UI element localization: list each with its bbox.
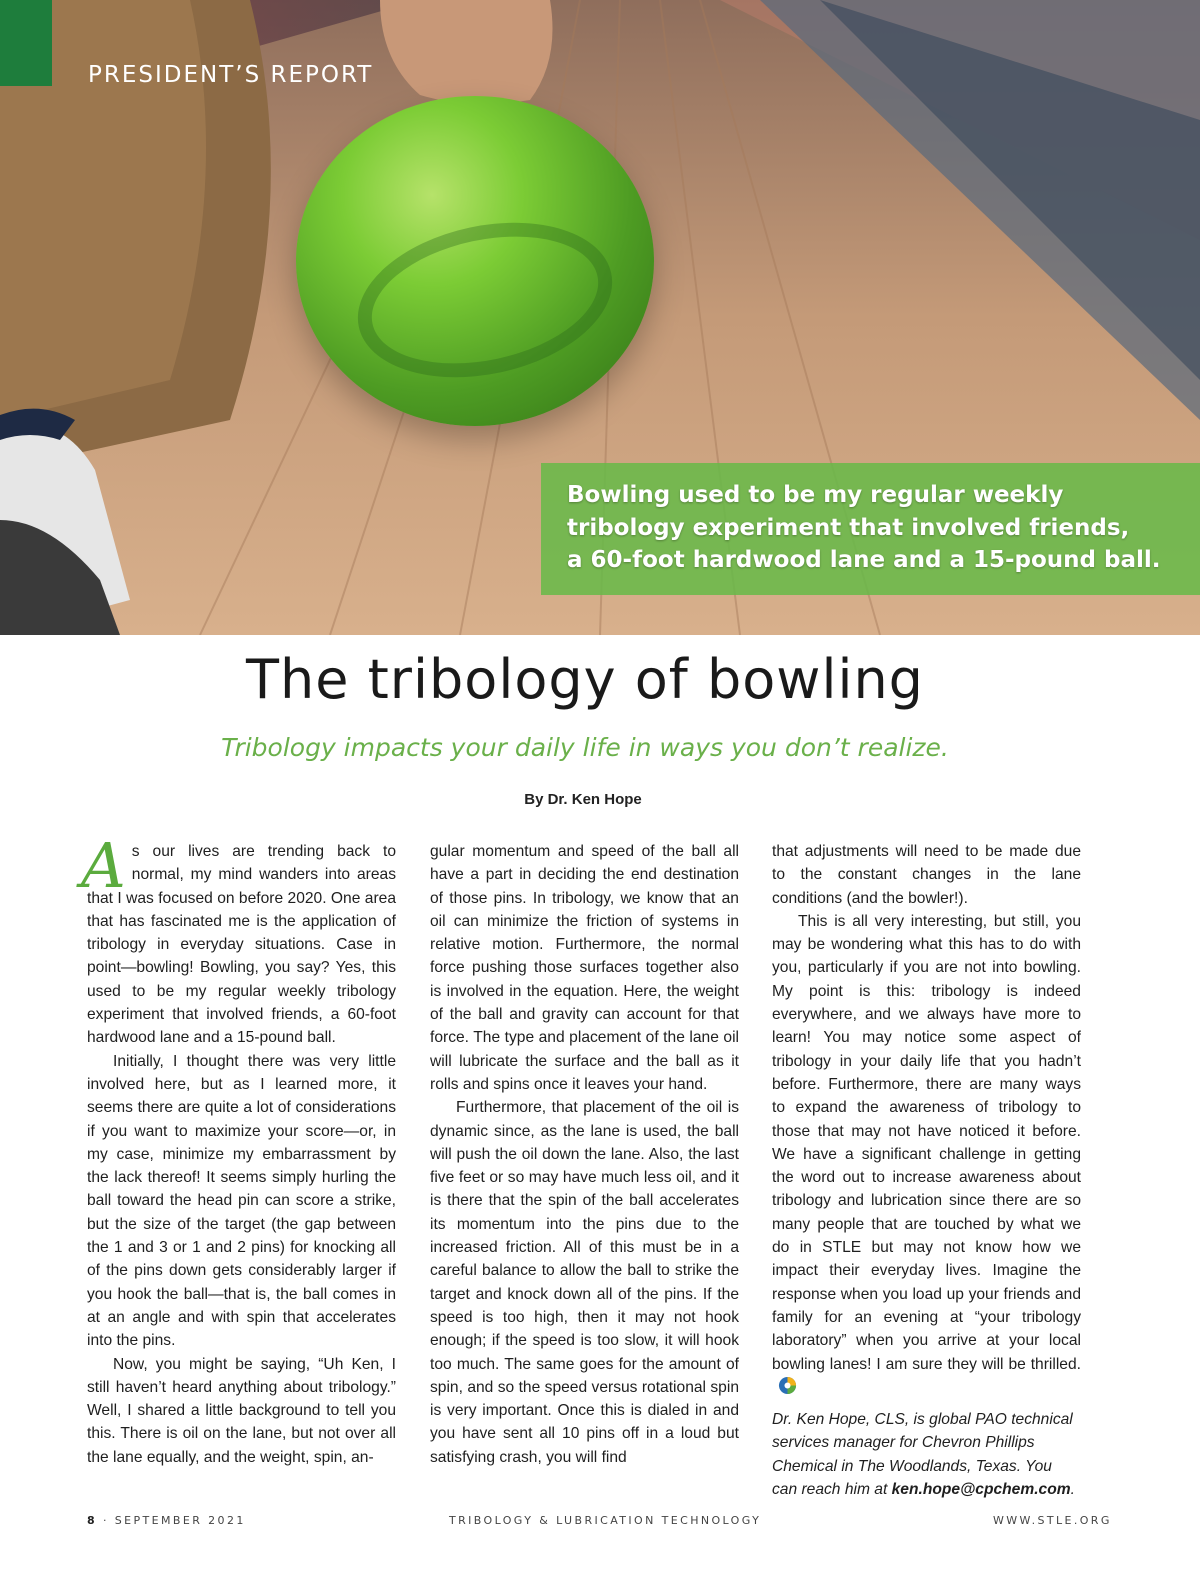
article-column-1 <box>81 829 396 1469</box>
paragraph: Now, you might be saying, “Uh Ken, I still haven’t heard anything about tribology.” Well, I shared a little background to tell you this. There is oil on the lane, but not over all the lane equally, and the weight, spin, an- <box>87 1355 396 1466</box>
paragraph: Initially, I thought there was very little involved here, but as I learned more, it seems there are quite a lot of considerations if you want to maximize your score—or, in my case, minimize my embarrassment by the lack thereof! It seems simply hurling the ball toward the head pin can score a strike, but the size of the target (the gap between the 1 and 3 or 1 and 2 pins) for knocking all of the pins down gets considerably larger if you hook the ball—that is, the ball comes in at an angle and with spin that accelerates into the pins. <box>87 1052 396 1350</box>
paragraph-text: s our lives are trending back to normal, my mind wanders into areas that I was focused on before 2020. One area that has fascinated me is the application of tribology in everyday situations. Case in point—bowling! Bowling, you say? Yes, this used to be my regular weekly tribology experiment that involved friends, a 60-foot hardwood lane and a 15-pound ball. <box>87 843 396 1047</box>
author-bio <box>772 1408 1081 1501</box>
paragraph <box>772 910 1081 1399</box>
paragraph <box>81 829 396 1050</box>
drop-cap: A <box>81 829 126 902</box>
article-title: The tribology of bowling <box>246 648 924 711</box>
author-bio-text: Dr. Ken Hope, CLS, is global PAO technical services manager for Chevron Phillips Chemical in The Woodlands, Texas. You can reach him at <box>772 1411 1073 1499</box>
byline: By Dr. Ken Hope <box>524 791 642 808</box>
issue-date: SEPTEMBER 2021 <box>114 1514 246 1527</box>
page-number: 8 <box>87 1514 98 1527</box>
bowling-ball <box>296 96 654 426</box>
article-column-3 <box>772 840 1081 1501</box>
article-column-2 <box>430 840 739 1469</box>
stle-logo-icon <box>778 1376 797 1395</box>
paragraph: that adjustments will need to be made due to the constant changes in the lane conditions (and the bowler!). <box>772 843 1081 907</box>
footer-left <box>87 1514 246 1527</box>
pull-quote-box <box>541 463 1200 595</box>
hero-photo <box>0 0 1200 635</box>
author-bio-end: . <box>1070 1481 1075 1499</box>
paragraph: gular momentum and speed of the ball all have a part in deciding the end destination of those pins. In tribology, we know that an oil can minimize the friction of systems in relative motion. Furthermore, the normal force pushing those surfaces together also is involved in the equation. Here, the weight of the ball and gravity can account for that force. The type and placement of the lane oil will lubricate the surface and the ball as it rolls and spins once it leaves your hand. <box>430 843 739 1093</box>
ball-swirl-pattern <box>343 201 626 399</box>
footer-separator: · <box>102 1514 109 1527</box>
author-email-link[interactable]: ken.hope@cpchem.com <box>891 1481 1071 1499</box>
paragraph: Furthermore, that placement of the oil is dynamic since, as the lane is used, the ball will push the oil down the lane. Also, the last five feet or so may have much less oil, and it is there that the spin of the ball accelerates its momentum into the pins due to the increased friction. All of this must be in a careful balance to allow the ball to strike the target and knock down all of the pins. If the speed is too high, then it may not hook enough; if the speed is too slow, it will hook too much. The same goes for the amount of spin, and so the speed versus rotational spin is very important. Once this is dialed in and you have sent all 10 pins off in a loud but satisfying crash, you will find <box>430 1099 739 1466</box>
pull-quote-text: Bowling used to be my regular weekly tribology experiment that involved friends, a 60-foot hardwood lane and a 15-pound ball. <box>567 482 1161 573</box>
article-subtitle: Tribology impacts your daily life in ways you don’t realize. <box>221 733 949 762</box>
section-label: PRESIDENT’S REPORT <box>88 62 374 88</box>
section-color-tab <box>0 0 52 86</box>
website-link[interactable]: WWW.STLE.ORG <box>993 1514 1112 1527</box>
paragraph-text: This is all very interesting, but still, you may be wondering what this has to do with you, particularly if you are not into bowling. My point is this: tribology is indeed everywhere, and we always have more to learn! You may notice some aspect of tribology in your daily life that you hadn’t before. Furthermore, there are many ways to expand the awareness of tribology to those that may not have noticed it before. We have a significant challenge in getting the word out to increase awareness about tribology and lubrication since there are so many people that are touched by what we do in STLE but may not know how we impact their everyday lives. Imagine the response when you load up your friends and family for an evening at “your tribology laboratory” when you arrive at your local bowling lanes! I am sure they will be thrilled. <box>772 912 1081 1373</box>
publication-name: TRIBOLOGY & LUBRICATION TECHNOLOGY <box>449 1514 762 1527</box>
